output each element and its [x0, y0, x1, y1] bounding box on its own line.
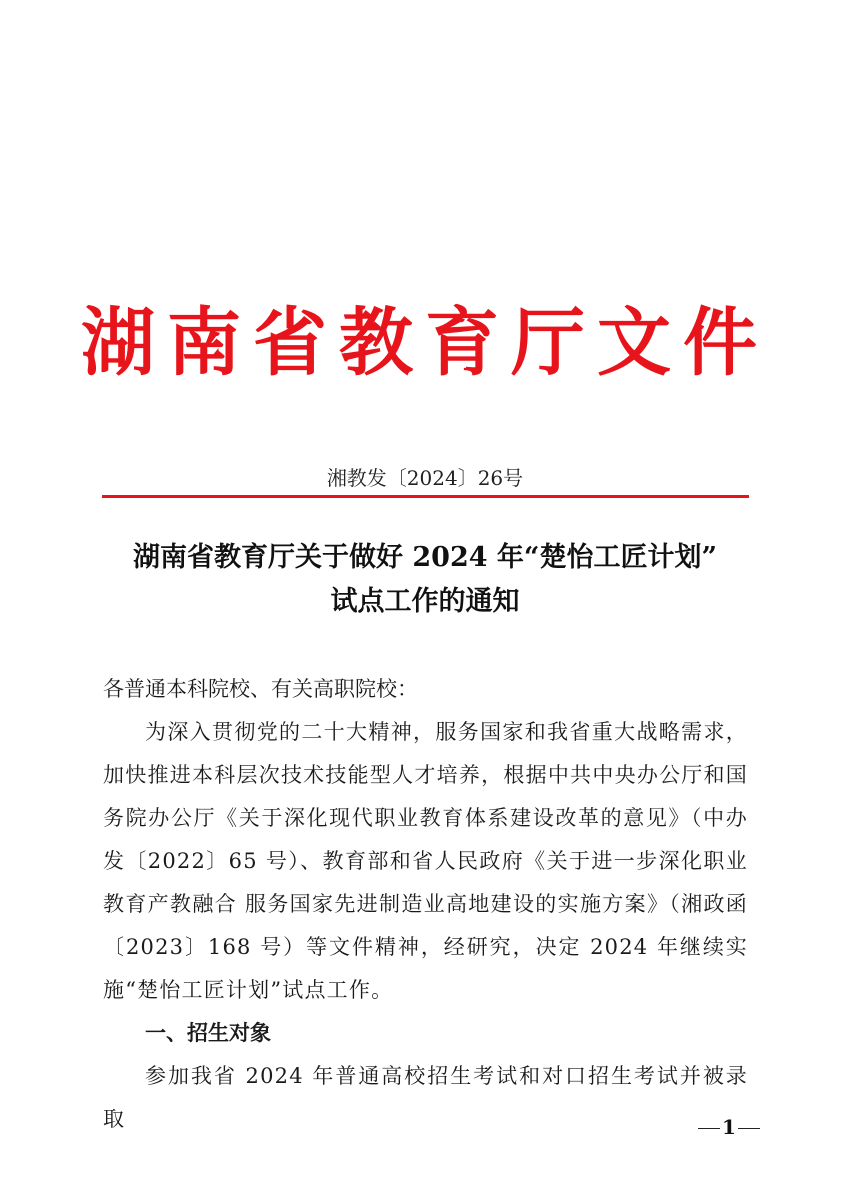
salutation: 各普通本科院校、有关高职院校： — [103, 677, 418, 701]
notice-title-line-2: 试点工作的通知 — [330, 586, 520, 617]
paragraph-enrollment: 参加我省 2024 年普通高校招生考试和对口招生考试并被录取 — [103, 1064, 748, 1131]
notice-title — [60, 536, 790, 624]
document-masthead: 湖南省教育厅文件 — [81, 300, 769, 386]
page-number-value: 1 — [722, 1115, 736, 1139]
red-divider-line — [102, 495, 749, 498]
page-number-dash-right — [738, 1128, 760, 1129]
notice-body — [103, 668, 748, 1141]
notice-title-line-1: 湖南省教育厅关于做好 2024 年“楚怡工匠计划” — [132, 542, 717, 573]
page-number-dash-left — [698, 1128, 720, 1129]
section-heading-enrollment: 一、招生对象 — [145, 1021, 271, 1045]
page-number — [698, 1113, 760, 1141]
document-number: 湘教发〔2024〕26号 — [326, 466, 524, 490]
paragraph-intro: 为深入贯彻党的二十大精神，服务国家和我省重大战略需求，加快推进本科层次技术技能型人才培养，根据中共中央办公厅和国务院办公厅《关于深化现代职业教育体系建设改革的意见》（中办发〔2022〕65 号）、教育部和省人民政府《关于进一步深化职业教育产教融合 服务国家先进制造业高地建设的实施方案》（湘政函〔2023〕168 号）等文件精神，经研究，决定 2024 年继续实施“楚怡工匠计划”试点工作。 — [103, 720, 748, 1002]
